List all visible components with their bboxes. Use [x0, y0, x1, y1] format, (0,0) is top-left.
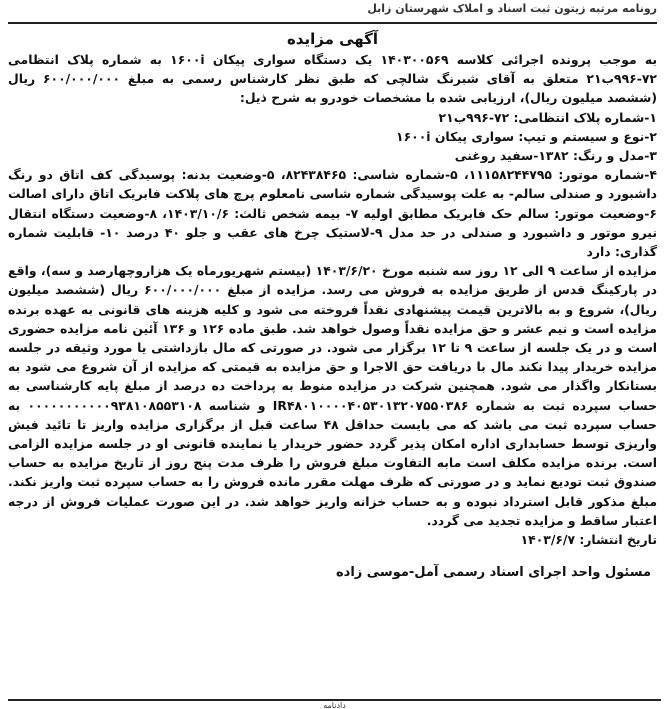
notice-intro: به موجب پرونده اجرائی کلاسه ۱۴۰۳۰۰۵۶۹ یک دستگاه سواری پیکان ۱۶۰۰i به شماره پلاک انتظامی ۷۲-۹۹۶ب۲۱ متعلق به آقای شبرنگ شالچی که طبق نظر کارشناس رسمی به مبلغ ۶۰۰/۰۰۰/۰۰۰ ریال (ششصد میلیون ریال)، ارزیابی شده با مشخصات خودرو به شرح ذیل:: [8, 52, 657, 106]
spec-item-details: ۴-شماره موتور: ۱۱۱۵۸۲۴۴۷۹۵، ۵-شماره شاسی: ۸۲۴۳۸۴۶۵، ۵-وضعیت بدنه: پوسیدگی کف اتاق دو رنگ داشبورد و صندلی سالم- به علت پوسیدگی شماره شاسی نامعلوم پرچ های پلاکت فابریک اتاق دارای اصالت ۶-وضعیت موتور: سالم حک فابریک مطابق اولیه ۷- بیمه شخص ثالث: ۱۴۰۳/۱۰/۶، ۸-وضعیت دستگاه انتقال نیرو موتور و داشبورد و صندلی در حد مدل ۹-لاستیک چرخ های عقب و جلو ۴۰ درصد ۱۰- قابلیت شماره گذاری: دارد: [8, 167, 657, 260]
spec-item-type: ۲-نوع و سیستم و تیپ: سواری پیکان ۱۶۰۰i: [396, 128, 657, 144]
notice-terms: مزایده از ساعت ۹ الی ۱۲ روز سه شنبه مورخ ۱۴۰۳/۶/۲۰ (بیستم شهریورماه یک هزاروچهارصد و سه)، واقع در پارکینگ قدس از طریق مزایده به فروش می رسد. مزایده از مبلغ ۶۰۰/۰۰۰/۰۰۰ ریال (ششصد میلیون ریال)، شروع و به بالاترین قیمت پیشنهادی نقداً فروخته می شود و کلیه هزینه های قانونی به عهده برنده مزایده است و نیم عشر و حق مزایده نقداً وصول خواهد شد. طبق ماده ۱۲۶ و ۱۳۶ آئین نامه مزایده حضوری است و در یک جلسه از ساعت ۹ تا ۱۲ برگزار می شود. در صورتی که مال بازداشتی یا مورد وثیقه در جلسه مزایده خریدار پیدا نکند مال با دریافت حق الاجرا و حق مزایده به قیمتی که مزایده از آن شروع می شود به بستانکار واگذار می شود. همچنین شرکت در مزایده منوط به پرداخت ده درصد از مبلغ پایه کارشناسی به حساب سپرده ثبت به شماره IR۴۸۰۱۰۰۰۰۴۰۵۳۰۱۳۲۰۷۵۵۰۳۸۶ و شناسه ۰۰۰۰۰۰۰۰۰۰۰۹۳۸۱۰۸۵۵۳۱۰۸ به حساب سپرده ثبت می باشد که می بایست حداقل ۴۸ ساعت قبل از برگزاری مزایده واریز تا تائید فیش واریزی توسط حسابداری اداره امکان پذیر گردد حضور خریدار یا نماینده قانونی او در جلسه مزایده الزامی است. برنده مزایده مکلف است مابه التفاوت مبلغ فروش را ظرف مدت پنج روز از تاریخ مزایده به حساب صندوق ثبت تودیع نماید و در صورتی که ظرف مهلت مقرر مانده فروش را به حساب سپرده ثبت واریز نکند. مبلغ مذکور قابل استرداد نبوده و به حساب خزانه واریز خواهد شد. در این صورت عملیات فروش از درجه اعتبار ساقط و مزایده تجدید می گردد.: [8, 263, 658, 528]
spec-item-plate: ۱-شماره پلاک انتظامی: ۷۲-۹۹۶ب۲۱: [438, 109, 657, 125]
vehicle-spec-list: [8, 108, 657, 262]
bottom-strip: دادنامه: [323, 701, 346, 709]
publish-date: تاریخ انتشار: ۱۴۰۳/۶/۷: [520, 532, 657, 548]
notice-body: [8, 50, 657, 549]
top-strip: رونامه مرتبه زیتون ثبت اسناد و املاک شهرستان زابل: [8, 0, 657, 24]
signature: مسئول واحد اجرای اسناد رسمی آمل-موسی زاده: [335, 565, 651, 581]
notice-title: آگهی مزایده: [286, 30, 379, 48]
spec-item-model-color: ۳-مدل و رنگ: ۱۳۸۲-سفید روغنی: [454, 148, 657, 164]
